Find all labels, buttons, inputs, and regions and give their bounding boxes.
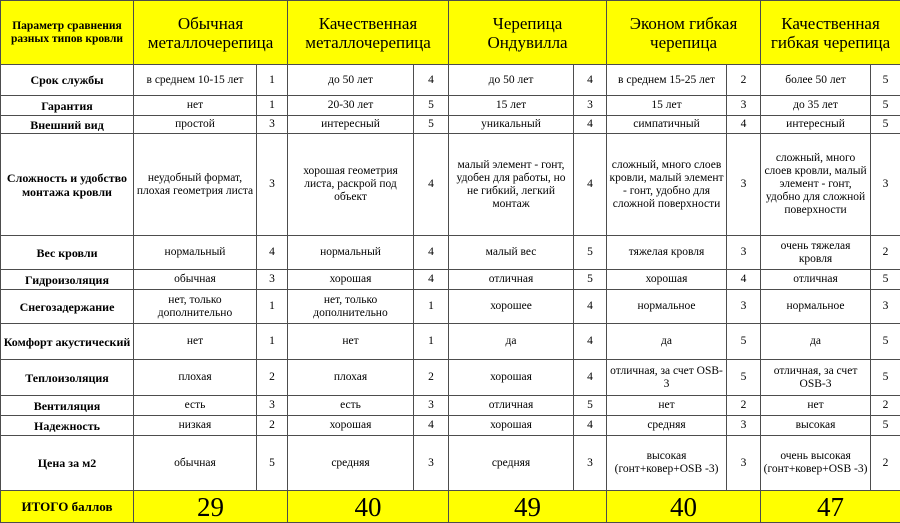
- cell-description: интересный: [288, 116, 414, 134]
- cell-score: 4: [574, 134, 607, 236]
- cell-score: 5: [727, 324, 761, 360]
- cell-score: 5: [871, 116, 900, 134]
- cell-description: да: [761, 324, 871, 360]
- cell-score: 5: [871, 360, 900, 396]
- cell-description: нормальное: [761, 290, 871, 324]
- table-row: [1, 360, 900, 396]
- cell-description: хорошая: [288, 270, 414, 290]
- column-header: Качественная металлочерепица: [288, 1, 449, 65]
- cell-score: 4: [574, 290, 607, 324]
- cell-description: отличная, за счет OSB-3: [761, 360, 871, 396]
- cell-score: 1: [257, 65, 288, 96]
- cell-description: нет, только дополнительно: [288, 290, 414, 324]
- cell-description: обычная: [134, 436, 257, 491]
- cell-score: 2: [871, 236, 900, 270]
- total-score: 40: [607, 491, 761, 523]
- cell-description: нормальный: [134, 236, 257, 270]
- cell-score: 5: [871, 270, 900, 290]
- cell-score: 5: [871, 416, 900, 436]
- cell-score: 2: [257, 416, 288, 436]
- cell-score: 3: [574, 436, 607, 491]
- cell-description: отличная, за счет OSB-3: [607, 360, 727, 396]
- cell-score: 3: [257, 134, 288, 236]
- total-score: 40: [288, 491, 449, 523]
- cell-score: 2: [414, 360, 449, 396]
- cell-score: 5: [414, 96, 449, 116]
- cell-description: интересный: [761, 116, 871, 134]
- cell-description: да: [449, 324, 574, 360]
- cell-description: нет: [134, 324, 257, 360]
- table-row: [1, 236, 900, 270]
- cell-score: 3: [727, 436, 761, 491]
- row-param-label: Снегозадержание: [1, 290, 134, 324]
- cell-score: 1: [257, 324, 288, 360]
- table-row: [1, 96, 900, 116]
- cell-description: до 50 лет: [288, 65, 414, 96]
- total-label: ИТОГО баллов: [1, 491, 134, 523]
- row-param-label: Сложность и удобство монтажа кровли: [1, 134, 134, 236]
- cell-description: до 50 лет: [449, 65, 574, 96]
- cell-score: 5: [414, 116, 449, 134]
- cell-score: 3: [871, 290, 900, 324]
- cell-description: обычная: [134, 270, 257, 290]
- table-row: [1, 134, 900, 236]
- cell-score: 3: [727, 290, 761, 324]
- cell-score: 4: [574, 116, 607, 134]
- cell-score: 3: [574, 96, 607, 116]
- cell-score: 5: [871, 65, 900, 96]
- cell-score: 4: [257, 236, 288, 270]
- cell-description: малый вес: [449, 236, 574, 270]
- cell-score: 4: [574, 360, 607, 396]
- table-row: [1, 270, 900, 290]
- cell-score: 2: [727, 396, 761, 416]
- cell-score: 5: [727, 360, 761, 396]
- cell-description: тяжелая кровля: [607, 236, 727, 270]
- table-row: [1, 116, 900, 134]
- header-row: [1, 1, 900, 65]
- cell-description: очень тяжелая кровля: [761, 236, 871, 270]
- cell-description: неудобный формат, плохая геометрия листа: [134, 134, 257, 236]
- cell-score: 3: [727, 236, 761, 270]
- column-header: Эконом гибкая черепица: [607, 1, 761, 65]
- cell-description: нет, только дополнительно: [134, 290, 257, 324]
- cell-score: 1: [414, 324, 449, 360]
- cell-score: 2: [871, 396, 900, 416]
- cell-score: 4: [574, 416, 607, 436]
- cell-description: нет: [134, 96, 257, 116]
- cell-description: да: [607, 324, 727, 360]
- column-header: Обычная металлочерепица: [134, 1, 288, 65]
- cell-description: есть: [288, 396, 414, 416]
- cell-score: 5: [871, 96, 900, 116]
- cell-score: 4: [414, 65, 449, 96]
- table-row: [1, 416, 900, 436]
- cell-score: 1: [414, 290, 449, 324]
- cell-score: 3: [257, 270, 288, 290]
- cell-description: 20-30 лет: [288, 96, 414, 116]
- cell-description: отличная: [449, 270, 574, 290]
- table-row: [1, 436, 900, 491]
- total-score: 47: [761, 491, 900, 523]
- cell-score: 4: [414, 416, 449, 436]
- cell-description: хорошая: [449, 360, 574, 396]
- row-param-label: Цена за м2: [1, 436, 134, 491]
- cell-score: 5: [257, 436, 288, 491]
- table-row: [1, 396, 900, 416]
- cell-description: нет: [607, 396, 727, 416]
- table-row: [1, 65, 900, 96]
- cell-description: хорошая: [607, 270, 727, 290]
- row-param-label: Теплоизоляция: [1, 360, 134, 396]
- cell-description: высокая (гонт+ковер+OSB -3): [607, 436, 727, 491]
- cell-description: сложный, много слоев кровли, малый элемент - гонт, удобно для сложной поверхности: [761, 134, 871, 236]
- cell-score: 3: [871, 134, 900, 236]
- param-column-header: Параметр сравнения разных типов кровли: [1, 1, 134, 65]
- cell-description: средняя: [449, 436, 574, 491]
- row-param-label: Надежность: [1, 416, 134, 436]
- cell-score: 1: [257, 290, 288, 324]
- column-header: Качественная гибкая черепица: [761, 1, 900, 65]
- cell-description: в среднем 10-15 лет: [134, 65, 257, 96]
- cell-score: 3: [414, 396, 449, 416]
- row-param-label: Гидроизоляция: [1, 270, 134, 290]
- cell-score: 4: [414, 134, 449, 236]
- cell-description: 15 лет: [449, 96, 574, 116]
- cell-score: 4: [727, 270, 761, 290]
- cell-score: 3: [257, 396, 288, 416]
- row-param-label: Гарантия: [1, 96, 134, 116]
- cell-description: уникальный: [449, 116, 574, 134]
- cell-description: простой: [134, 116, 257, 134]
- row-param-label: Вентиляция: [1, 396, 134, 416]
- cell-description: низкая: [134, 416, 257, 436]
- cell-description: высокая: [761, 416, 871, 436]
- row-param-label: Вес кровли: [1, 236, 134, 270]
- cell-score: 4: [574, 65, 607, 96]
- cell-description: сложный, много слоев кровли, малый элемент - гонт, удобно для сложной поверхности: [607, 134, 727, 236]
- cell-score: 3: [727, 96, 761, 116]
- cell-score: 4: [414, 236, 449, 270]
- cell-score: 4: [574, 324, 607, 360]
- cell-description: малый элемент - гонт, удобен для работы, но не гибкий, легкий монтаж: [449, 134, 574, 236]
- cell-description: нет: [761, 396, 871, 416]
- cell-score: 3: [414, 436, 449, 491]
- cell-description: отличная: [449, 396, 574, 416]
- table-row: [1, 290, 900, 324]
- cell-score: 1: [257, 96, 288, 116]
- cell-description: хорошая: [288, 416, 414, 436]
- cell-description: средняя: [288, 436, 414, 491]
- cell-description: плохая: [288, 360, 414, 396]
- cell-description: хорошая геометрия листа, раскрой под объект: [288, 134, 414, 236]
- cell-score: 2: [257, 360, 288, 396]
- total-row: [1, 491, 900, 523]
- cell-score: 2: [727, 65, 761, 96]
- cell-score: 3: [727, 416, 761, 436]
- cell-description: отличная: [761, 270, 871, 290]
- total-score: 29: [134, 491, 288, 523]
- cell-score: 3: [727, 134, 761, 236]
- cell-description: плохая: [134, 360, 257, 396]
- row-param-label: Комфорт акустический: [1, 324, 134, 360]
- cell-description: очень высокая (гонт+ковер+OSB -3): [761, 436, 871, 491]
- row-param-label: Срок службы: [1, 65, 134, 96]
- table-row: [1, 324, 900, 360]
- cell-description: 15 лет: [607, 96, 727, 116]
- cell-score: 5: [574, 236, 607, 270]
- cell-description: более 50 лет: [761, 65, 871, 96]
- cell-description: нет: [288, 324, 414, 360]
- cell-score: 2: [871, 436, 900, 491]
- row-param-label: Внешний вид: [1, 116, 134, 134]
- cell-description: средняя: [607, 416, 727, 436]
- cell-score: 5: [574, 270, 607, 290]
- cell-score: 5: [871, 324, 900, 360]
- cell-description: нормальное: [607, 290, 727, 324]
- cell-score: 4: [414, 270, 449, 290]
- cell-description: хорошее: [449, 290, 574, 324]
- total-score: 49: [449, 491, 607, 523]
- cell-score: 4: [727, 116, 761, 134]
- column-header: Черепица Ондувилла: [449, 1, 607, 65]
- cell-description: хорошая: [449, 416, 574, 436]
- cell-description: в среднем 15-25 лет: [607, 65, 727, 96]
- cell-description: нормальный: [288, 236, 414, 270]
- cell-description: симпатичный: [607, 116, 727, 134]
- cell-score: 3: [257, 116, 288, 134]
- cell-score: 5: [574, 396, 607, 416]
- cell-description: есть: [134, 396, 257, 416]
- cell-description: до 35 лет: [761, 96, 871, 116]
